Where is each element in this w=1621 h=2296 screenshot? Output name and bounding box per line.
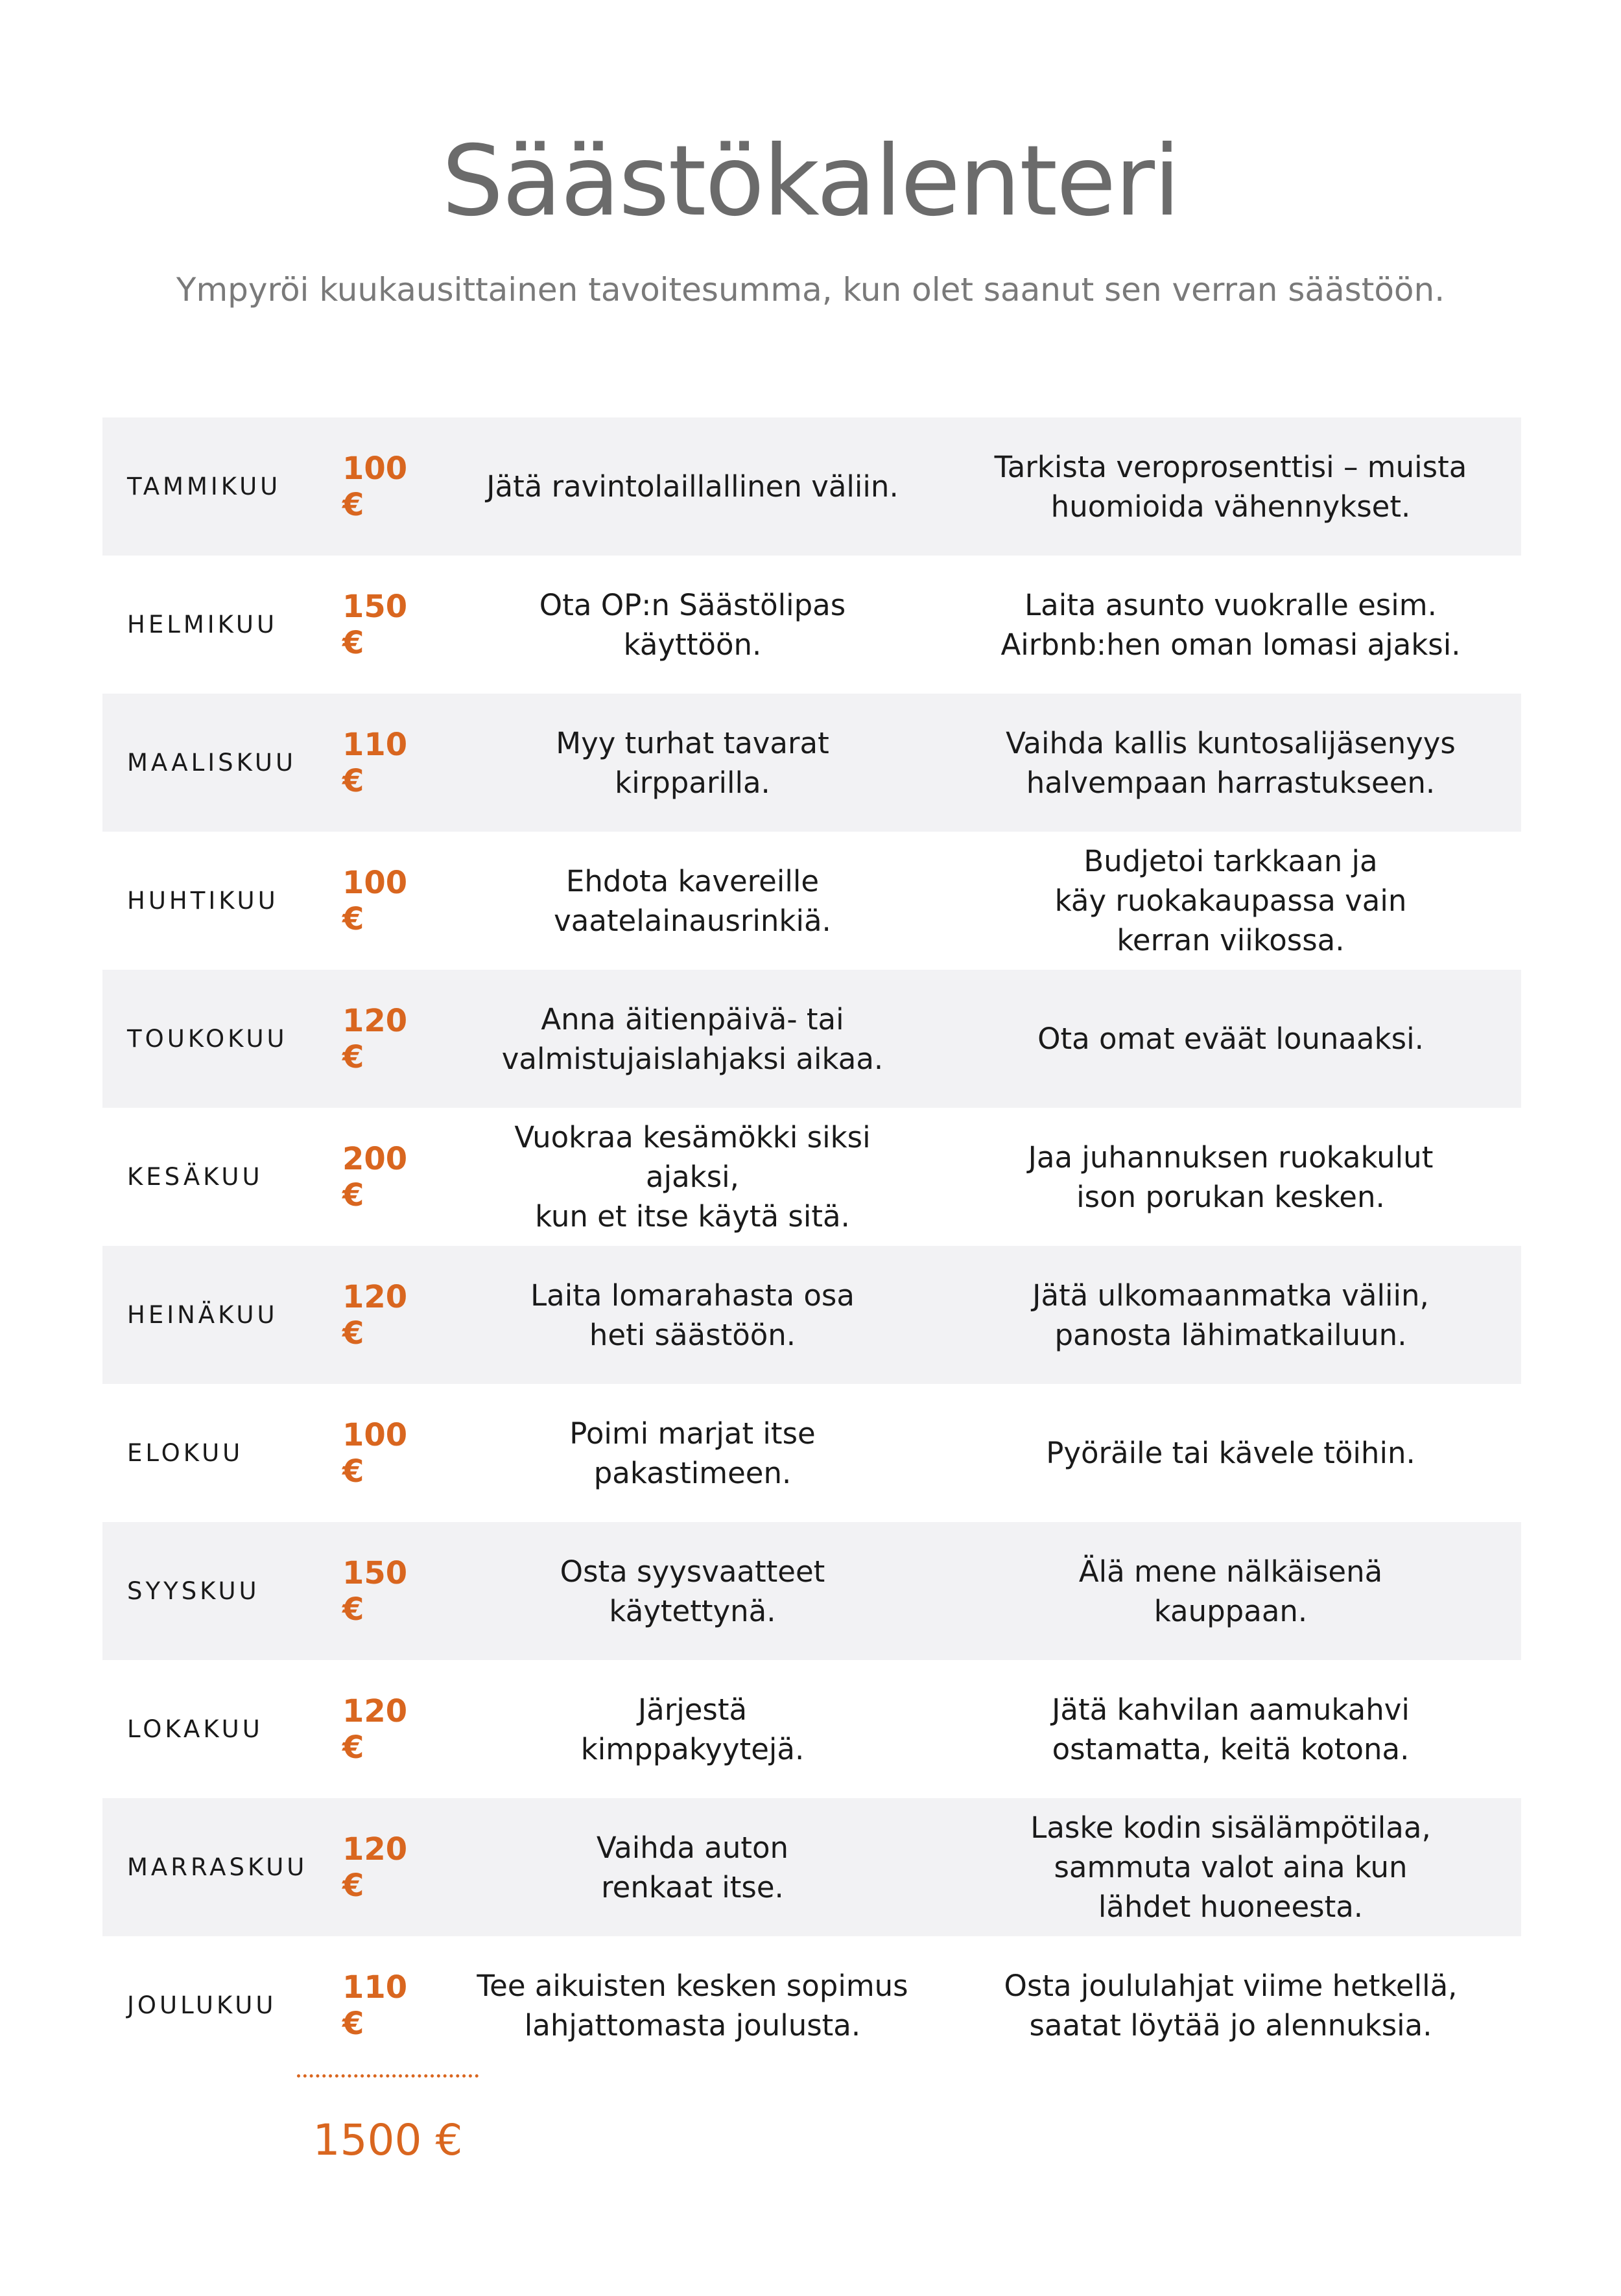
saving-tip-2: Vaihda kallis kuntosalijäsenyys halvempaan harrastukseen. [1006, 725, 1456, 800]
saving-tip-2: Jaa juhannuksen ruokakulut ison porukan kesken. [1028, 1140, 1434, 1214]
month-label: MAALISKUU [127, 749, 297, 777]
savings-table [102, 417, 1521, 2074]
target-amount: 110 € [342, 1969, 408, 2042]
saving-tip-2: Ota omat eväät lounaaksi. [1037, 1022, 1424, 1056]
saving-tip-1: Vaihda auton renkaat itse. [596, 1830, 789, 1904]
target-amount: 100 € [342, 1416, 408, 1490]
target-amount: 150 € [342, 588, 408, 661]
table-row-maaliskuu [102, 694, 1521, 832]
saving-tip-2: Budjetoi tarkkaan ja käy ruokakaupassa vain kerran viikossa. [1054, 844, 1407, 957]
target-amount: 120 € [342, 1831, 408, 1904]
target-amount: 150 € [342, 1554, 408, 1628]
saving-tip-1: Poimi marjat itse pakastimeen. [569, 1416, 816, 1490]
month-label: HELMIKUU [127, 611, 278, 638]
page-title: Säästökalenteri [442, 125, 1179, 238]
table-row-tammikuu [102, 417, 1521, 556]
saving-tip-2: Tarkista veroprosenttisi – muista huomioida vähennykset. [994, 449, 1467, 524]
table-row-helmikuu [102, 556, 1521, 694]
target-amount: 100 € [342, 450, 408, 523]
table-row-kesakuu [102, 1108, 1521, 1246]
saving-tip-1: Osta syysvaatteet käytettynä. [560, 1554, 825, 1628]
table-row-heinakuu [102, 1246, 1521, 1384]
month-label: HUHTIKUU [127, 887, 279, 915]
saving-tip-1: Järjestä kimppakyytejä. [580, 1692, 805, 1766]
total-amount: 1500 € [313, 2115, 463, 2165]
table-row-syyskuu [102, 1522, 1521, 1660]
target-amount: 120 € [342, 1278, 408, 1352]
saving-tip-1: Vuokraa kesämökki siksi ajaksi, kun et itse käytä sitä. [514, 1120, 871, 1234]
month-label: HEINÄKUU [127, 1301, 278, 1329]
saving-tip-1: Jätä ravintolaillallinen väliin. [486, 469, 899, 504]
saving-tip-1: Ehdota kavereille vaatelainausrinkiä. [554, 863, 831, 938]
saving-tip-2: Jätä kahvilan aamukahvi ostamatta, keitä kotona. [1052, 1692, 1410, 1766]
saving-tip-1: Myy turhat tavarat kirpparilla. [556, 725, 829, 800]
saving-tip-1: Ota OP:n Säästölipas käyttöön. [539, 587, 846, 662]
table-row-marraskuu [102, 1798, 1521, 1936]
saving-tip-2: Osta joululahjat viime hetkellä, saatat löytää jo alennuksia. [1004, 1968, 1458, 2043]
table-row-lokakuu [102, 1660, 1521, 1798]
page-subtitle: Ympyröi kuukausittainen tavoitesumma, kun olet saanut sen verran säästöön. [176, 271, 1445, 309]
month-label: TAMMIKUU [127, 473, 281, 500]
saving-tip-2: Jätä ulkomaanmatka väliin, panosta lähimatkailuun. [1032, 1278, 1429, 1352]
month-label: KESÄKUU [127, 1163, 263, 1191]
table-row-huhtikuu [102, 832, 1521, 970]
month-label: SYYSKUU [127, 1577, 260, 1605]
target-amount: 120 € [342, 1002, 408, 1075]
month-label: MARRASKUU [127, 1853, 308, 1881]
month-label: TOUKOKUU [127, 1025, 288, 1053]
total-dotted-divider [297, 2061, 479, 2078]
target-amount: 100 € [342, 864, 408, 937]
target-amount: 110 € [342, 726, 408, 799]
table-row-joulukuu [102, 1936, 1521, 2074]
saving-tip-2: Laske kodin sisälämpötilaa, sammuta valot aina kun lähdet huoneesta. [1030, 1810, 1431, 1924]
saving-tip-1: Tee aikuisten kesken sopimus lahjattomasta joulusta. [477, 1968, 908, 2043]
target-amount: 120 € [342, 1693, 408, 1766]
month-label: LOKAKUU [127, 1715, 263, 1743]
month-label: ELOKUU [127, 1439, 244, 1467]
saving-tip-1: Anna äitienpäivä- tai valmistujaislahjaksi aikaa. [501, 1002, 884, 1076]
table-row-toukokuu [102, 970, 1521, 1108]
saving-tip-1: Laita lomarahasta osa heti säästöön. [530, 1278, 855, 1352]
target-amount: 200 € [342, 1140, 408, 1213]
saving-tip-2: Laita asunto vuokralle esim. Airbnb:hen oman lomasi ajaksi. [1000, 587, 1461, 662]
saving-tip-2: Pyöräile tai kävele töihin. [1046, 1436, 1415, 1470]
saving-tip-2: Älä mene nälkäisenä kauppaan. [1078, 1554, 1383, 1628]
month-label: JOULUKUU [127, 1991, 277, 2019]
table-row-elokuu [102, 1384, 1521, 1522]
